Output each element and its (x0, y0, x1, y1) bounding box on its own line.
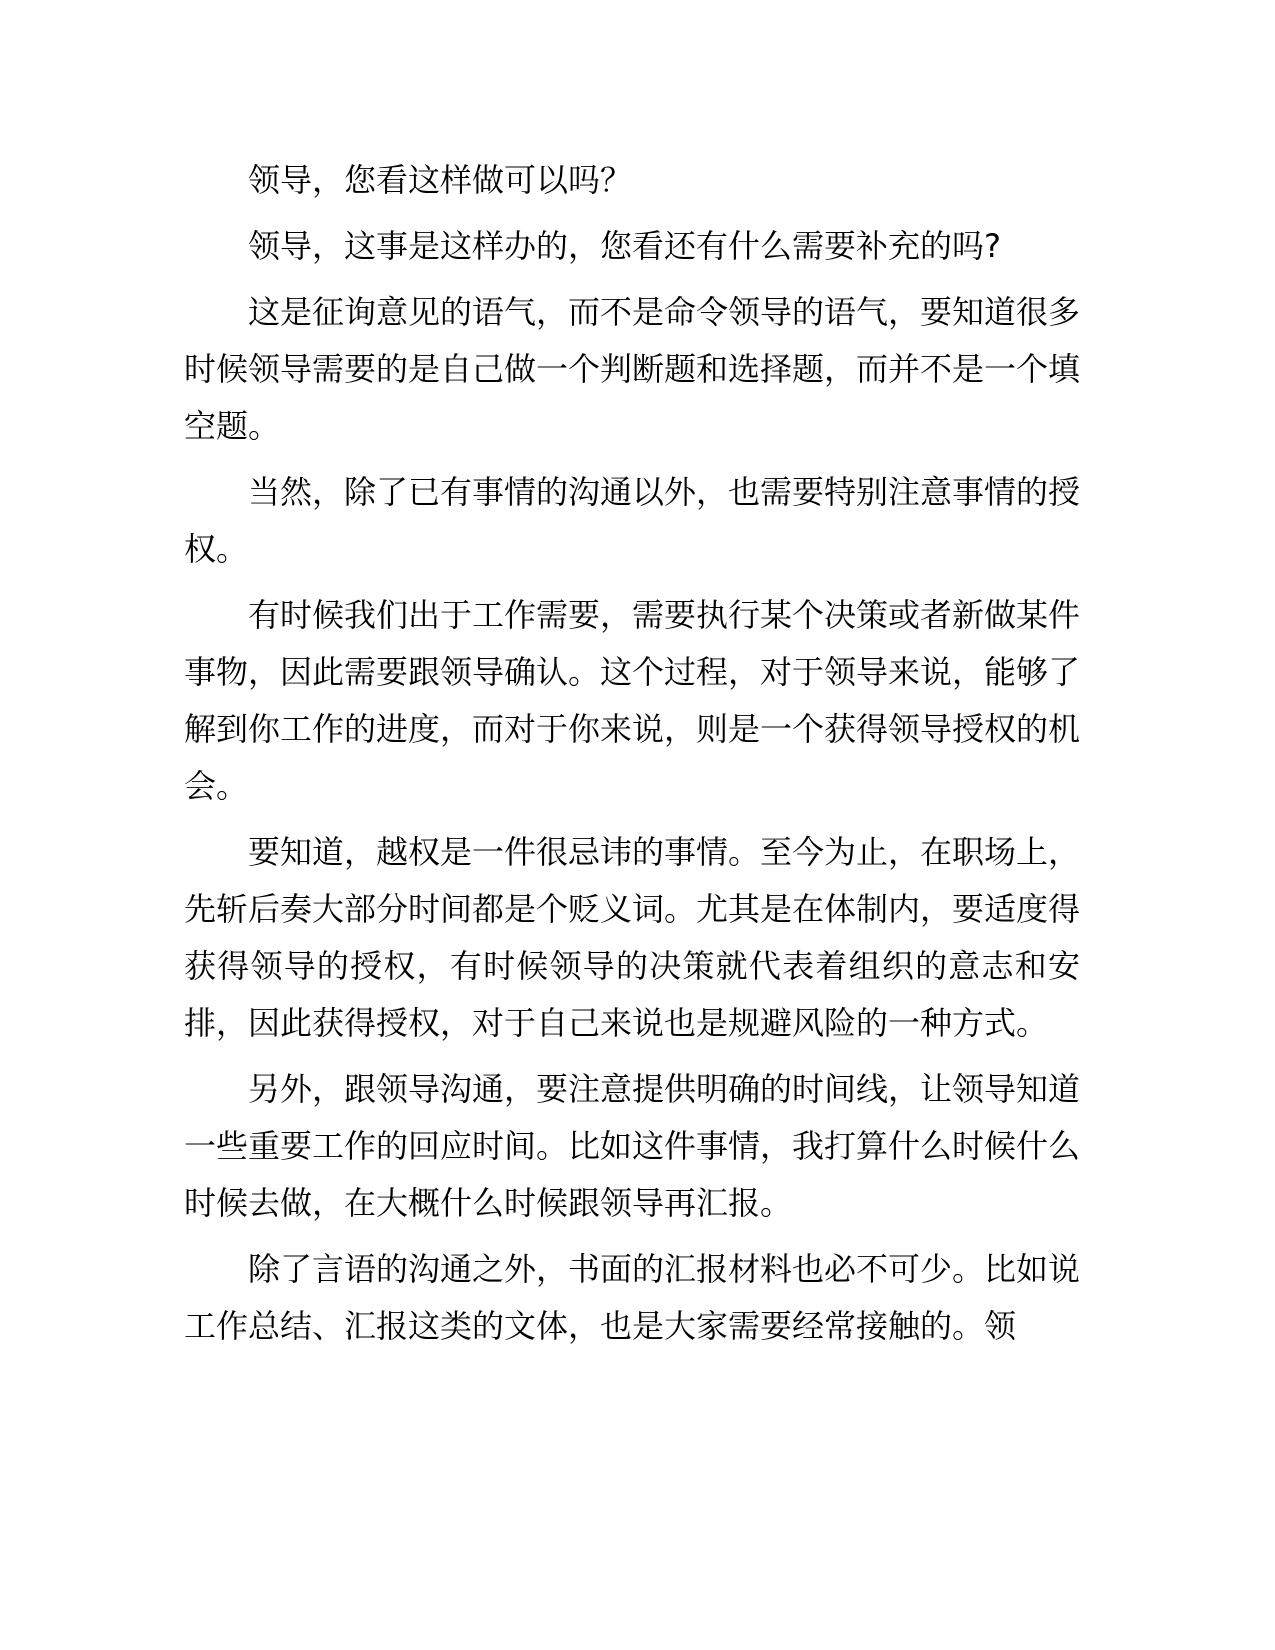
paragraph-7: 另外，跟领导沟通，要注意提供明确的时间线，让领导知道一些重要工作的回应时间。比如这件事情，我打算什么时候什么时候去做，在大概什么时候跟领导再汇报。 (184, 1070, 1081, 1222)
paragraph-2: 领导，这事是这样办的，您看还有什么需要补充的吗? (248, 227, 1001, 265)
paragraph-8: 除了言语的沟通之外，书面的汇报材料也必不可少。比如说工作总结、汇报这类的文体，也是大家需要经常接触的。领 (184, 1250, 1081, 1345)
paragraph-4: 当然，除了已有事情的沟通以外，也需要特别注意事情的授权。 (184, 473, 1081, 568)
paragraph-5: 有时候我们出于工作需要，需要执行某个决策或者新做某件事物，因此需要跟领导确认。这个过程，对于领导来说，能够了解到你工作的进度，而对于你来说，则是一个获得领导授权的机会。 (184, 596, 1081, 805)
paragraph-3: 这是征询意见的语气，而不是命令领导的语气，要知道很多时候领导需要的是自己做一个判断题和选择题，而并不是一个填空题。 (184, 293, 1081, 445)
document-page (184, 152, 1080, 1364)
paragraph-1: 领导，您看这样做可以吗？ (248, 161, 633, 199)
paragraph-6: 要知道，越权是一件很忌讳的事情。至今为止，在职场上，先斩后奏大部分时间都是个贬义词。尤其是在体制内，要适度得获得领导的授权，有时候领导的决策就代表着组织的意志和安排，因此获得授权，对于自己来说也是规避风险的一种方式。 (184, 833, 1081, 1042)
